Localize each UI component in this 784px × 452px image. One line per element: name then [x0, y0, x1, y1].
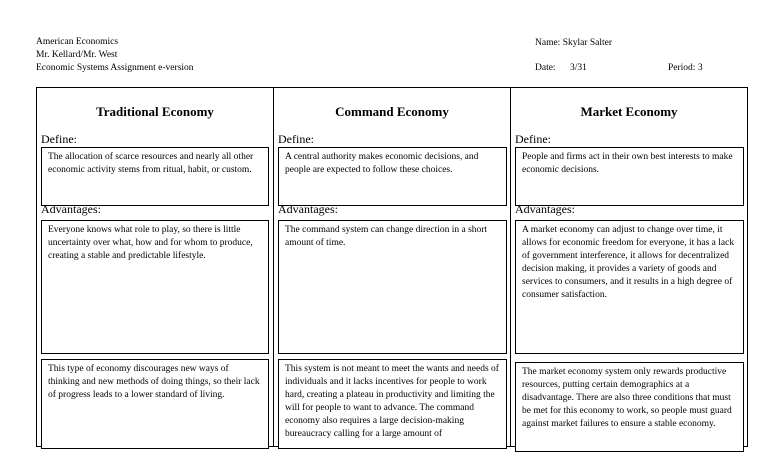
traditional-define-box: The allocation of scarce resources and nearly all other economic activity stems from ritual, habit, or custom.: [41, 147, 269, 206]
traditional-advantages-label: Advantages:: [41, 202, 101, 216]
command-define-label: Define:: [278, 132, 314, 146]
period-value: 3: [697, 63, 703, 73]
command-define-box: A central authority makes economic decisions, and people are expected to follow these choices.: [278, 147, 507, 206]
name-value: Skylar Salter: [562, 38, 613, 48]
traditional-disadvantages-box: This type of economy discourages new ways of thinking and new methods of doing things, so their lack of progress leads to a lower standard of living.: [41, 359, 269, 449]
traditional-define-label: Define:: [41, 132, 77, 146]
market-disadvantages-box: The market economy system only rewards productive resources, putting certain demographics at a disadvantage. There are also three conditions that must be met for this economy to work, so people must guard against market failures to ensure a stable economy.: [515, 362, 744, 452]
command-disadvantages-box: This system is not meant to meet the wants and needs of individuals and it lacks incentives for people to work hard, creating a plateau in productivity and limiting the will for people to want to advance. The command economy also requires a large decision-making bureaucracy calling for a large amount of: [278, 359, 507, 449]
traditional-advantages-box: Everyone knows what role to play, so there is little uncertainty over what, how and for whom to produce, creating a stable and predictable lifestyle.: [41, 220, 269, 354]
market-advantages-box: A market economy can adjust to change over time, it allows for economic freedom for everyone, it has a lack of government interference, it allows for decentralized decision making, it provides a variety of goods and services to consumers, and it results in a high degree of consumer satisfaction.: [515, 220, 744, 354]
market-advantages-label: Advantages:: [515, 202, 575, 216]
name-field: [535, 37, 612, 49]
period-label: Period:: [668, 63, 696, 73]
date-label: Date:: [535, 63, 556, 73]
market-define-label: Define:: [515, 132, 551, 146]
command-advantages-box: The command system can change direction in a short amount of time.: [278, 220, 507, 354]
date-value: 3/31: [570, 63, 587, 73]
period-field: [668, 62, 703, 74]
column-divider: [510, 87, 511, 447]
market-define-box: People and firms act in their own best interests to make economic decisions.: [515, 147, 744, 206]
command-advantages-label: Advantages:: [278, 202, 338, 216]
name-label: Name:: [535, 38, 561, 48]
course-name: American Economics: [36, 37, 119, 47]
column-divider: [273, 87, 274, 447]
market-title: Market Economy: [580, 104, 678, 119]
teacher-names: Mr. Kellard/Mr. West: [36, 50, 118, 60]
command-title: Command Economy: [335, 104, 449, 119]
assignment-title: Economic Systems Assignment e-version: [36, 63, 194, 73]
traditional-title: Traditional Economy: [96, 104, 214, 119]
